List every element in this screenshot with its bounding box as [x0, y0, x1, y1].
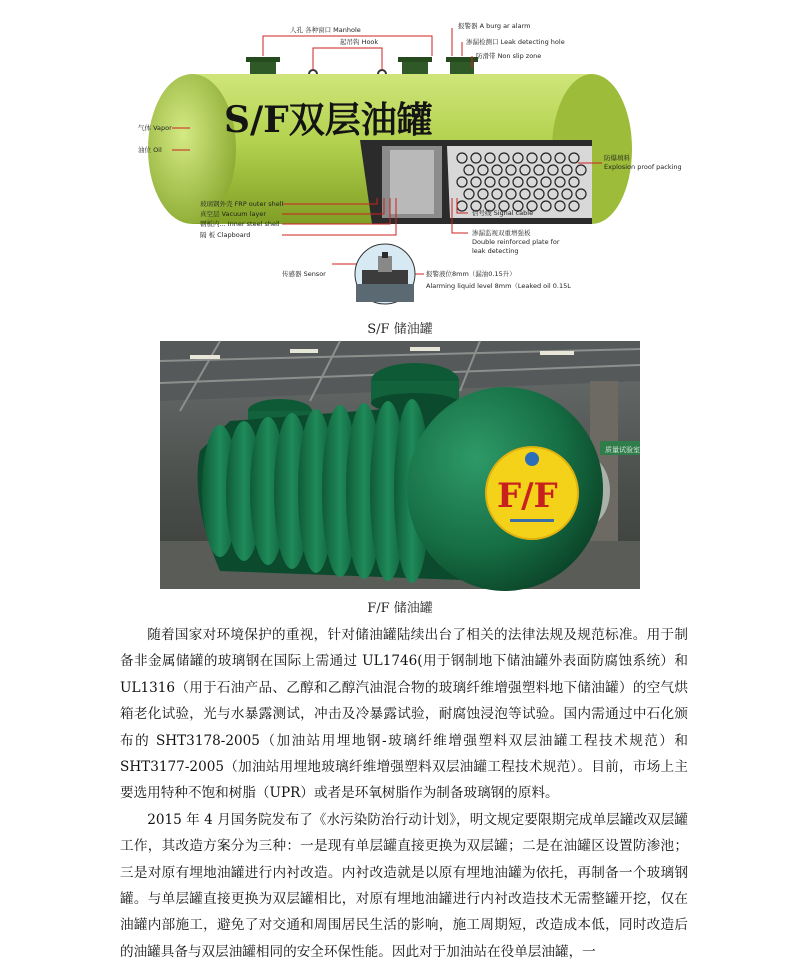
- ff-tank-photo: [160, 341, 640, 589]
- label-explosion-en: Explosion proof packing: [604, 163, 682, 171]
- ff-badge-text: F/F: [497, 476, 558, 516]
- label-double-plate: 渗漏监视双重增强板: [472, 229, 531, 237]
- label-manhole: 人孔 各种窗口 Manhole: [290, 26, 361, 34]
- label-alarm-level: 报警液位8mm（漏油0.15升）: [426, 270, 516, 278]
- label-vapor: 气体 Vapor: [138, 124, 172, 132]
- label-non-slip: 防滑带 Non slip zone: [476, 52, 542, 60]
- label-alarm-level-en: Alarming liquid level 8mm（Leaked oil 0.15L: [426, 282, 571, 290]
- paragraph: 2015 年 4 月国务院发布了《水污染防治行动计划》，明文规定要限期完成单层罐改双层罐工作，其改造方案分为三种：一是现有单层罐直接更换为双层罐；二是在油罐区设置防渗池；三是对原有埋地油罐进行内衬改造。内衬改造就是以原有埋地油罐为依托，再制备一个玻璃钢罐。与单层罐直接更换为双层罐相比，对原有埋地油罐进行内衬改造技术无需整罐开挖，仅在油罐内部施工，避免了对交通和周围居民生活的影响，施工周期短，改造成本低，同时改造后的油罐具备与双层油罐相同的安全环保性能。因此对于加油站在役单层油罐，一: [120, 811, 688, 960]
- label-vacuum: 真空层 Vacuum layer: [200, 210, 267, 218]
- label-sensor: 传感器 Sensor: [282, 270, 326, 278]
- label-double-plate-en1: Double reinforced plate for: [472, 238, 560, 246]
- label-leak-hole: 渗漏检测口 Leak detecting hole: [466, 38, 565, 46]
- label-clapboard: 隔 板 Clapboard: [200, 231, 251, 239]
- sf-tank-diagram: [132, 8, 682, 308]
- caption-ff-tank: F/F 储油罐: [367, 601, 433, 616]
- body-text: [120, 622, 688, 965]
- label-signal: 信号线 Signal cable: [472, 209, 534, 217]
- label-inner: 钢板内... Inner steel shell: [200, 220, 280, 228]
- label-frp: 玻璃钢外壳 FRP outer shell: [200, 200, 284, 208]
- lab-sign: 质量试验室: [605, 446, 640, 454]
- label-explosion: 防爆填料: [604, 154, 630, 162]
- label-oil: 油位 Oil: [138, 146, 162, 154]
- paragraph: 随着国家对环境保护的重视，针对储油罐陆续出台了相关的法律法规及规范标准。用于制备非金属储罐的玻璃钢在国际上需通过 UL1746(用于钢制地下储油罐外表面防腐蚀系统）和 UL1316（用于石油产品、乙醇和乙醇汽油混合物的玻璃纤维增强塑料地下储油罐）的空气烘箱老化试验，光与水暴露测试，冲击及冷暴露试验，耐腐蚀浸泡等试验。国内需通过中石化颁布的 SHT3178-2005（加油站用埋地钢-玻璃纤维增强塑料双层油罐工程技术规范）和 SHT3177-2005（加油站用埋地玻璃纤维增强塑料双层油罐工程技术规范）。目前，市场上主要选用特种不饱和树脂（UPR）或者是环氧树脂作为制备玻璃钢的原料。: [120, 627, 688, 802]
- diagram-title: S/F双层油罐: [224, 99, 433, 141]
- label-alarm: 报警器 A burg ar alarm: [458, 22, 531, 30]
- label-hook: 起吊钩 Hook: [340, 38, 379, 46]
- caption-sf-tank: S/F 储油罐: [367, 322, 433, 337]
- label-double-plate-en2: leak detecting: [472, 247, 519, 255]
